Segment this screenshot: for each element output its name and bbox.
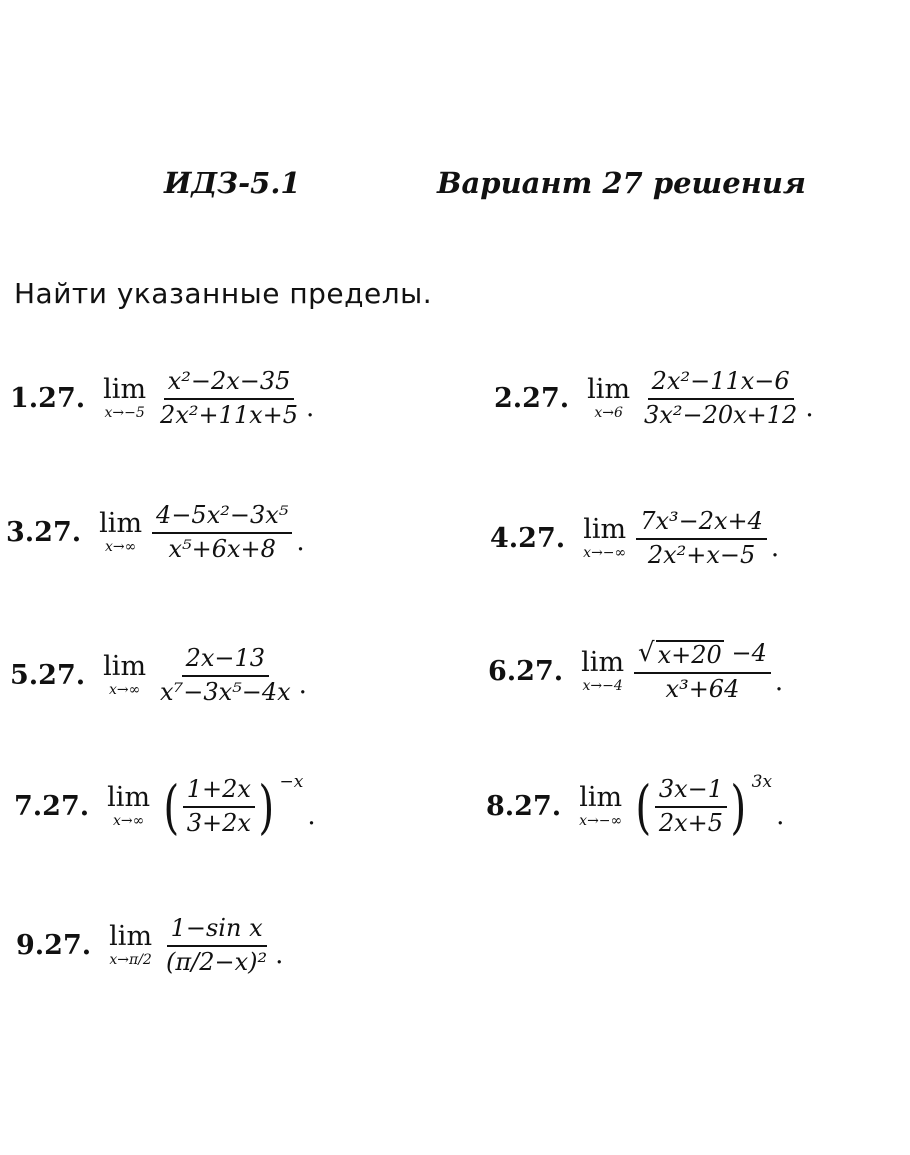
denominator: 2x²+x−5 — [647, 540, 756, 569]
problem-number: 7.27. — [14, 791, 90, 823]
limit-operator — [99, 510, 142, 555]
lim-word: lim — [579, 782, 623, 814]
problem-5 — [10, 645, 307, 706]
lim-subscript: x→−∞ — [579, 813, 623, 830]
lim-subscript: x→−4 — [582, 678, 623, 695]
numerator — [634, 640, 771, 674]
lim-word: lim — [583, 514, 627, 546]
square-root — [638, 640, 724, 670]
problem-number: 2.27. — [494, 383, 570, 415]
fraction — [152, 502, 292, 563]
fraction — [655, 776, 727, 837]
problem-9 — [16, 915, 283, 976]
denominator: x⁵+6x+8 — [168, 534, 276, 563]
numerator: 4−5x²−3x⁵ — [152, 502, 292, 534]
instruction-text: Найти указанные пределы. — [14, 277, 433, 310]
denominator: 2x²+11x+5 — [160, 400, 299, 429]
problem-number: 9.27. — [16, 930, 92, 962]
problem-1 — [10, 368, 314, 429]
denominator: 3x²−20x+12 — [644, 400, 798, 429]
lim-word: lim — [103, 651, 147, 683]
lim-word: lim — [107, 782, 151, 814]
fraction — [634, 640, 771, 703]
problem-8 — [486, 772, 785, 841]
problem-number: 5.27. — [10, 660, 86, 692]
right-parenthesis: ) — [258, 772, 275, 841]
lim-word: lim — [99, 508, 143, 540]
period: . — [774, 667, 784, 698]
period: . — [307, 801, 316, 832]
numerator: 2x²−11x−6 — [648, 368, 794, 400]
period: . — [776, 801, 785, 832]
denominator: (π/2−x)² — [166, 947, 268, 976]
fraction — [636, 508, 767, 569]
lim-subscript: x→∞ — [112, 813, 145, 830]
limit-operator — [581, 649, 624, 694]
limit-operator — [109, 923, 152, 968]
lim-subscript: x→∞ — [108, 682, 141, 699]
lim-word: lim — [103, 374, 147, 406]
radicand: x+20 — [657, 641, 722, 669]
problem-number: 1.27. — [10, 383, 86, 415]
exponent: −x — [279, 772, 304, 792]
limit-operator — [583, 516, 626, 561]
doc-title: ИДЗ-5.1 — [164, 166, 301, 200]
period: . — [306, 393, 315, 424]
period: . — [296, 527, 305, 558]
fraction — [183, 776, 255, 837]
problem-4 — [490, 508, 779, 569]
fraction — [640, 368, 801, 429]
fraction — [162, 915, 271, 976]
numerator: 7x³−2x+4 — [636, 508, 767, 540]
lim-subscript: x→6 — [594, 405, 623, 422]
denominator: x⁷−3x⁵−4x — [160, 677, 291, 706]
lim-subscript: x→−5 — [104, 405, 145, 422]
numerator: 2x−13 — [182, 645, 269, 677]
numerator: x²−2x−35 — [164, 368, 295, 400]
lim-word: lim — [581, 647, 625, 679]
numerator-rest: −4 — [731, 639, 767, 667]
fraction — [156, 368, 302, 429]
period: . — [770, 533, 780, 564]
problem-number: 6.27. — [488, 656, 564, 688]
limit-operator — [587, 376, 630, 421]
denominator: 3+2x — [186, 808, 251, 837]
problem-number: 4.27. — [490, 523, 566, 555]
problem-number: 3.27. — [6, 517, 82, 549]
lim-word: lim — [109, 921, 153, 953]
exponent: 3x — [751, 772, 773, 792]
period: . — [805, 393, 814, 424]
problem-2 — [494, 368, 814, 429]
problem-7 — [14, 772, 316, 841]
limit-operator — [103, 653, 146, 698]
lim-subscript: x→∞ — [104, 539, 137, 556]
lim-word: lim — [587, 374, 631, 406]
variant-title: Вариант 27 решения — [437, 166, 806, 200]
limit-operator — [103, 376, 146, 421]
numerator: 1−sin x — [167, 915, 267, 947]
lim-subscript: x→π/2 — [109, 952, 152, 969]
fraction — [156, 645, 295, 706]
period: . — [275, 940, 284, 971]
period: . — [298, 670, 307, 701]
problem-6 — [488, 640, 783, 703]
left-parenthesis: ( — [163, 772, 180, 841]
limit-operator — [579, 784, 622, 829]
numerator: 1+2x — [183, 776, 255, 808]
radical-sign: √ — [638, 638, 655, 668]
denominator: 2x+5 — [658, 808, 724, 837]
limit-operator — [107, 784, 150, 829]
left-parenthesis: ( — [635, 772, 652, 841]
lim-subscript: x→−∞ — [583, 545, 627, 562]
problem-number: 8.27. — [486, 791, 562, 823]
denominator: x³+64 — [665, 674, 740, 703]
problem-3 — [6, 502, 305, 563]
numerator: 3x−1 — [655, 776, 727, 808]
right-parenthesis: ) — [730, 772, 747, 841]
